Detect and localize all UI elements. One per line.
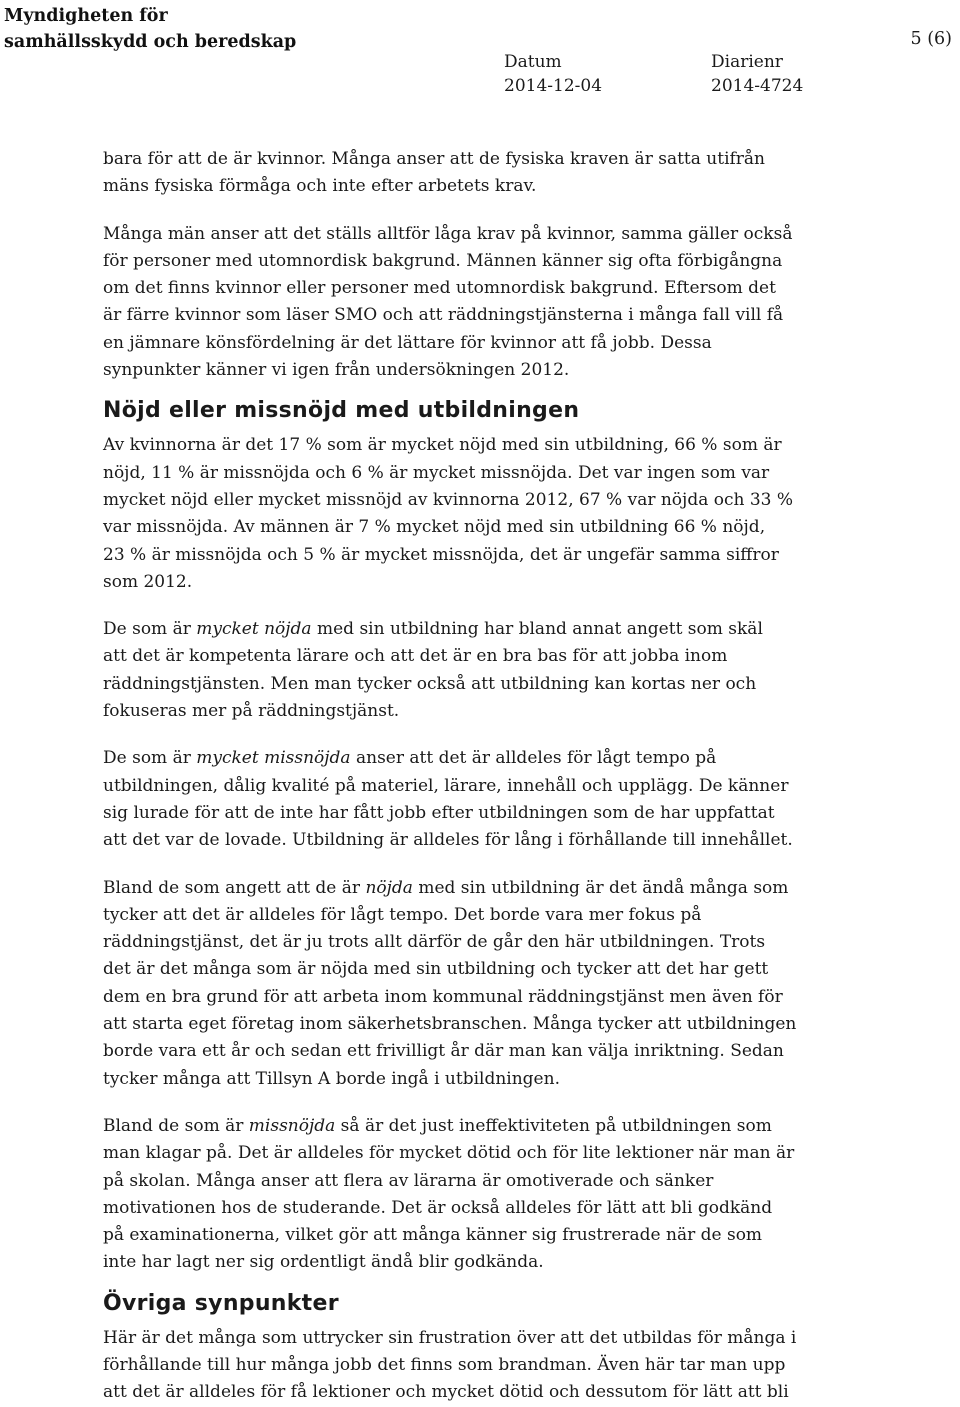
text-line: bara för att de är kvinnor. Många anser att de fysiska kraven är satta utifrån xyxy=(103,149,766,169)
text-line: det är det många som är nöjda med sin utbildning och tycker att det har gett xyxy=(103,959,769,980)
text-line xyxy=(103,1113,803,1140)
text-line: att det är alldeles för få lektioner och mycket dötid och dessutom för lätt att bli xyxy=(103,1382,789,1403)
text-line: Av kvinnorna är det 17 % som är mycket nöjd med sin utbildning, 66 % som är xyxy=(103,435,782,456)
text-line: mycket nöjd eller mycket missnöjd av kvinnorna 2012, 67 % var nöjda och 33 % xyxy=(103,489,794,510)
emphasis-text: nöjda xyxy=(365,877,413,898)
text-line: var missnöjda. Av männen är 7 % mycket nöjd med sin utbildning 66 % nöjd, xyxy=(103,517,766,538)
org-line-2: samhällsskydd och beredskap xyxy=(4,32,297,52)
text-line xyxy=(103,875,803,902)
text-line: inte har lagt ner sig ordentligt ändå blir godkända. xyxy=(103,1252,544,1273)
text-line: en jämnare könsfördelning är det lättare för kvinnor att få jobb. Dessa xyxy=(103,332,712,353)
text-line: dem en bra grund för att arbeta inom kommunal räddningstjänst men även för xyxy=(103,986,783,1007)
text-line: att det var de lovade. Utbildning är alldeles för lång i förhållande till innehållet. xyxy=(103,830,793,851)
text-run: anser att det är alldeles för lågt tempo på xyxy=(350,748,717,769)
text-line: utbildningen, dålig kvalité på materiel, lärare, innehåll och upplägg. De känner xyxy=(103,775,789,796)
org-line-1: Myndigheten för xyxy=(4,6,168,26)
text-line: sig lurade för att de inte har fått jobb efter utbildningen som de har uppfattat xyxy=(103,802,775,823)
date-label: Datum xyxy=(504,52,562,72)
page-number: 5 (6) xyxy=(910,29,952,49)
text-line: fokuseras mer på räddningstjänst. xyxy=(103,701,400,722)
section-heading-other: Övriga synpunkter xyxy=(103,1290,339,1316)
text-line: 23 % är missnöjda och 5 % är mycket missnöjda, det är ungefär samma siffror xyxy=(103,544,779,565)
text-run: med sin utbildning är det ändå många som xyxy=(412,877,789,898)
document-body xyxy=(103,146,803,1407)
emphasis-text: mycket missnöjda xyxy=(196,748,351,769)
text-line: motivationen hos de studerande. Det är också alldeles för lätt att bli godkänd xyxy=(103,1197,773,1218)
text-line xyxy=(103,745,803,772)
text-run: med sin utbildning har bland annat angett som skäl xyxy=(311,619,763,640)
text-run: Bland de som är xyxy=(103,1115,249,1136)
paragraph-8 xyxy=(103,1325,803,1407)
diarienr-block xyxy=(711,50,803,98)
text-line: att det är kompetenta lärare och att det är en bra bas för att jobba inom xyxy=(103,646,728,667)
paragraph-6 xyxy=(103,875,803,1093)
emphasis-text: missnöjda xyxy=(248,1115,336,1136)
text-line xyxy=(103,616,803,643)
text-line: Här är det många som uttrycker sin frustration över att det utbildas för många i xyxy=(103,1327,797,1348)
text-line: som 2012. xyxy=(103,571,193,592)
date-value: 2014-12-04 xyxy=(504,76,603,96)
emphasis-text: mycket nöjda xyxy=(196,619,312,640)
text-line: Många män anser att det ställs alltför låga krav på kvinnor, samma gäller också xyxy=(103,223,793,244)
text-run: så är det just ineffektiviteten på utbildningen som xyxy=(335,1115,772,1136)
paragraph-5 xyxy=(103,745,803,854)
text-line: på skolan. Många anser att flera av lärarna är omotiverade och sänker xyxy=(103,1170,714,1191)
organization-name xyxy=(4,3,296,55)
text-run: Bland de som angett att de är xyxy=(103,877,366,898)
text-line: för personer med utomnordisk bakgrund. Männen känner sig ofta förbigångna xyxy=(103,250,783,271)
section-heading-satisfaction: Nöjd eller missnöjd med utbildningen xyxy=(103,398,580,424)
text-line: om det finns kvinnor eller personer med utomnordisk bakgrund. Eftersom det xyxy=(103,278,776,299)
text-line: förhållande till hur många jobb det finns som brandman. Även här tar man upp xyxy=(103,1354,786,1375)
text-run: De som är xyxy=(103,619,197,640)
text-run: De som är xyxy=(103,748,197,769)
paragraph-4 xyxy=(103,616,803,725)
text-line: tycker många att Tillsyn A borde ingå i utbildningen. xyxy=(103,1068,560,1089)
paragraph-7 xyxy=(103,1113,803,1277)
text-line: tycker att det är alldeles för lågt tempo. Det borde vara mer fokus på xyxy=(103,904,702,925)
date-block xyxy=(504,50,602,98)
diarienr-label: Diarienr xyxy=(711,52,783,72)
diarienr-value: 2014-4724 xyxy=(711,76,804,96)
paragraph-3 xyxy=(103,432,803,596)
text-line: är färre kvinnor som läser SMO och att räddningstjänsterna i många fall vill få xyxy=(103,305,784,326)
paragraph-2 xyxy=(103,221,803,385)
text-line: synpunkter känner vi igen från undersökningen 2012. xyxy=(103,360,570,381)
text-line: mäns fysiska förmåga och inte efter arbetets krav. xyxy=(103,176,537,197)
text-line: på examinationerna, vilket gör att många känner sig frustrerade när de som xyxy=(103,1225,763,1246)
text-line: borde vara ett år och sedan ett frivilligt år där man kan välja inriktning. Sedan xyxy=(103,1041,784,1062)
text-line: räddningstjänst, det är ju trots allt därför de går den här utbildningen. Trots xyxy=(103,932,766,953)
text-line: man klagar på. Det är alldeles för mycket dötid och för lite lektioner när man är xyxy=(103,1143,795,1164)
text-line: nöjd, 11 % är missnöjda och 6 % är mycket missnöjda. Det var ingen som var xyxy=(103,462,770,483)
paragraph-1 xyxy=(103,146,803,201)
text-line: att starta eget företag inom säkerhetsbranschen. Många tycker att utbildningen xyxy=(103,1014,797,1035)
text-line: räddningstjänsten. Men man tycker också att utbildning kan kortas ner och xyxy=(103,673,757,694)
